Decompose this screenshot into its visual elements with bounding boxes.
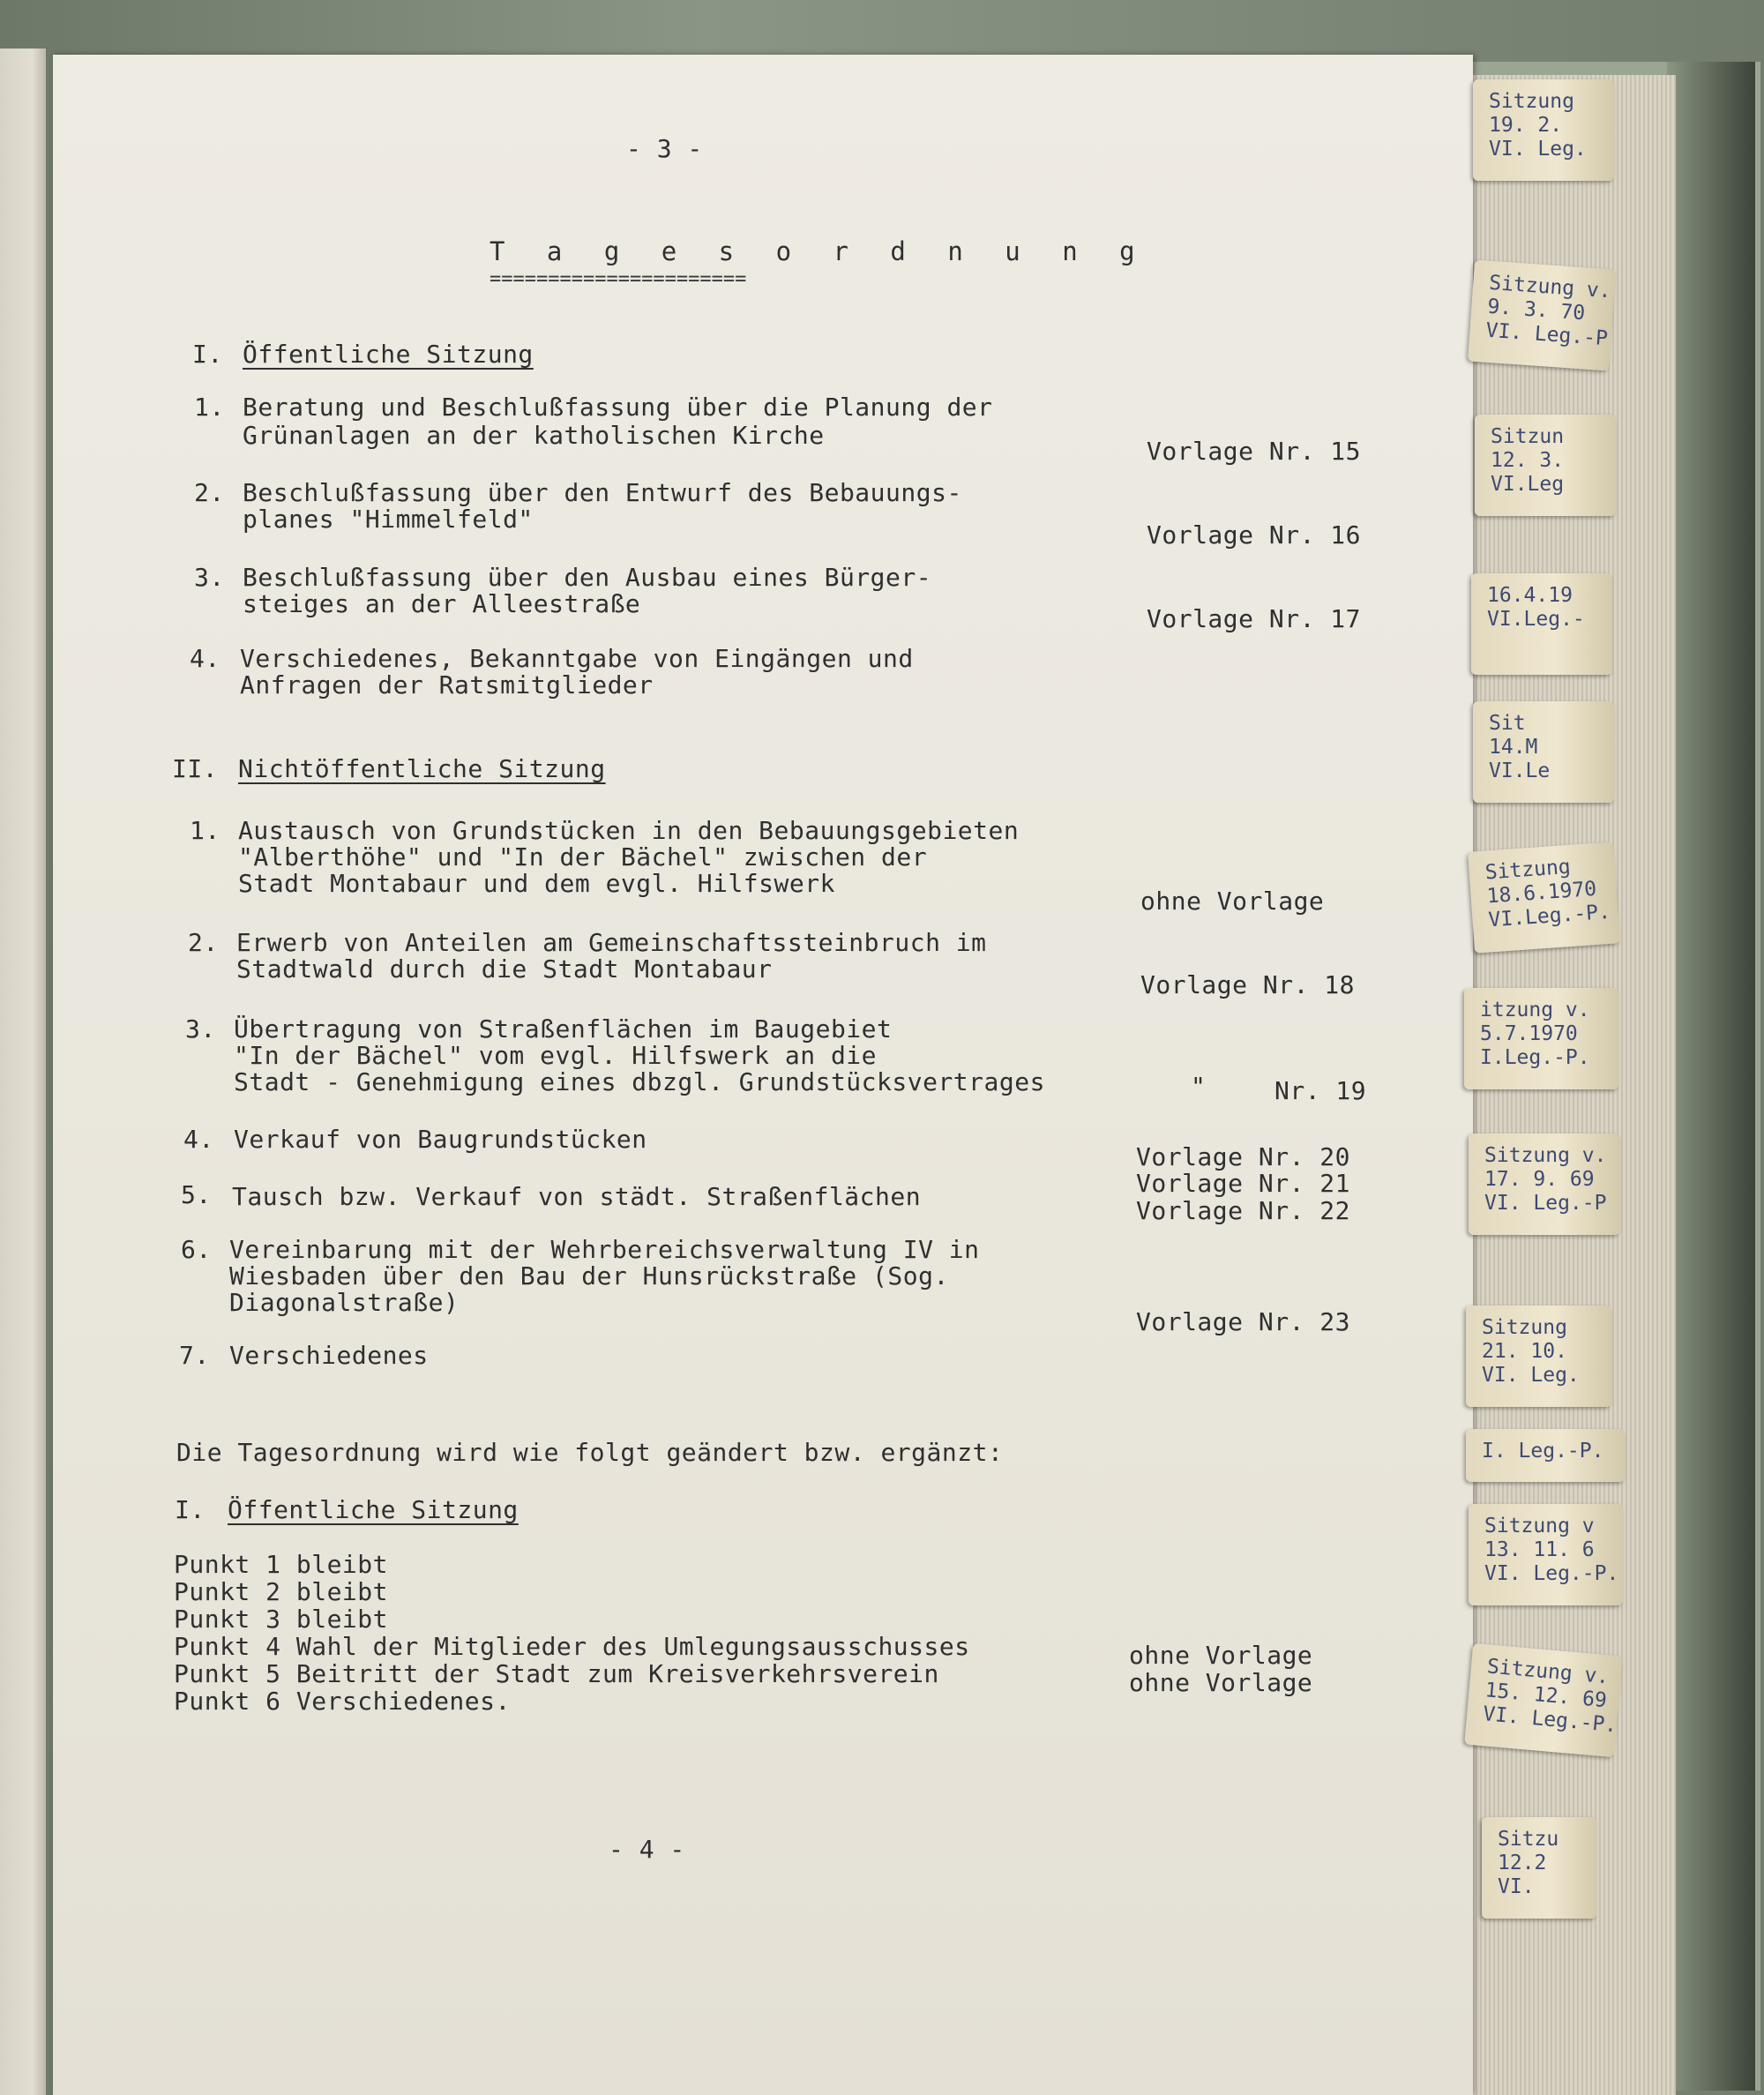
item1-4-line1: Verschiedenes, Bekanntgabe von Eingängen und	[240, 644, 914, 673]
item2-3-ref: Nr. 19	[1274, 1076, 1367, 1105]
item1-2-line2: planes "Himmelfeld"	[243, 505, 534, 534]
item1-3-line1: Beschlußfassung über den Ausbau eines Bürger-	[243, 563, 932, 592]
index-tab-5[interactable]: Sit 14.M VI.Le	[1473, 701, 1614, 803]
item2-5-number: 5.	[181, 1180, 212, 1209]
document-page	[53, 55, 1473, 2095]
page-title: T a g e s o r d n u n g	[490, 236, 1148, 266]
item2-7-number: 7.	[179, 1341, 210, 1370]
item1-2-ref: Vorlage Nr. 16	[1147, 520, 1362, 550]
item2-6-number: 6.	[181, 1235, 212, 1264]
item2-3-ditto: "	[1191, 1072, 1207, 1101]
item1-3-number: 3.	[194, 563, 225, 592]
item2-7-line1: Verschiedenes	[229, 1341, 429, 1370]
item2-2-number: 2.	[188, 928, 219, 957]
index-tab-12[interactable]: Sitzung v. 15. 12. 69 VI. Leg.-P.	[1464, 1643, 1622, 1757]
index-tab-8[interactable]: Sitzung v. 17. 9. 69 VI. Leg.-P	[1469, 1134, 1620, 1235]
item1-2-line1: Beschlußfassung über den Entwurf des Bebauungs-	[243, 478, 962, 507]
item1-4-number: 4.	[190, 644, 220, 673]
punkt-4: Punkt 4 Wahl der Mitglieder des Umlegungsausschusses	[174, 1632, 970, 1661]
item2-4-ref-b: Vorlage Nr. 21	[1136, 1169, 1351, 1198]
item2-2-line1: Erwerb von Anteilen am Gemeinschaftssteinbruch im	[236, 928, 987, 957]
section2-number: II.	[172, 754, 219, 783]
item2-1-line3: Stadt Montabaur und dem evgl. Hilfswerk	[238, 869, 835, 898]
item2-1-ref: ohne Vorlage	[1140, 887, 1325, 916]
item2-3-line2: "In der Bächel" vom evgl. Hilfswerk an die	[234, 1041, 878, 1070]
section2-heading: Nichtöffentliche Sitzung	[238, 754, 606, 783]
punkt-5: Punkt 5 Beitritt der Stadt zum Kreisverkehrsverein	[174, 1659, 939, 1688]
item2-6-ref: Vorlage Nr. 23	[1136, 1307, 1351, 1336]
item2-3-line1: Übertragung von Straßenflächen im Baugebiet	[234, 1014, 893, 1044]
index-tab-3[interactable]: Sitzun 12. 3. VI.Leg	[1475, 415, 1616, 516]
section1-heading: Öffentliche Sitzung	[243, 340, 534, 369]
page-number-top: - 3 -	[626, 134, 703, 163]
item2-6-line3: Diagonalstraße)	[229, 1288, 460, 1317]
item1-1-line1: Beratung und Beschlußfassung über die Planung der	[243, 393, 993, 422]
item2-1-line2: "Alberthöhe" und "In der Bächel" zwischen der	[238, 842, 928, 872]
punkt-3: Punkt 3 bleibt	[174, 1605, 389, 1634]
item2-4-line1: Verkauf von Baugrundstücken	[234, 1125, 647, 1154]
section1-number: I.	[192, 340, 223, 369]
item2-6-line1: Vereinbarung mit der Wehrbereichsverwaltung IV in	[229, 1235, 980, 1264]
punkt-4-ref: ohne Vorlage	[1129, 1641, 1313, 1670]
index-tab-2[interactable]: Sitzung v. 9. 3. 70 VI. Leg.-P	[1468, 260, 1616, 371]
binder-spine	[1667, 62, 1755, 2091]
item2-4-ref-a: Vorlage Nr. 20	[1136, 1142, 1351, 1171]
page-number-bottom: - 4 -	[609, 1835, 685, 1864]
index-tab-4[interactable]: 16.4.19 VI.Leg.-	[1471, 573, 1612, 675]
item2-3-number: 3.	[185, 1014, 216, 1044]
item2-3-line3: Stadt - Genehmigung eines dbzgl. Grundstücksvertrages	[234, 1067, 1045, 1096]
item2-6-line2: Wiesbaden über den Bau der Hunsrückstraße (Sog.	[229, 1261, 949, 1291]
item2-2-line2: Stadtwald durch die Stadt Montabaur	[236, 954, 773, 984]
index-tab-10[interactable]: I. Leg.-P.	[1466, 1429, 1625, 1482]
section3-heading: Öffentliche Sitzung	[228, 1495, 519, 1524]
item2-1-line1: Austausch von Grundstücken in den Bebauungsgebieten	[238, 816, 1020, 845]
item2-4-number: 4.	[183, 1125, 214, 1154]
punkt-5-ref: ohne Vorlage	[1129, 1668, 1313, 1697]
section3-number: I.	[175, 1495, 206, 1524]
item2-5-line1: Tausch bzw. Verkauf von städt. Straßenflächen	[232, 1182, 922, 1211]
item1-4-line2: Anfragen der Ratsmitglieder	[240, 670, 654, 700]
item2-2-ref: Vorlage Nr. 18	[1140, 970, 1356, 999]
item1-2-number: 2.	[194, 478, 225, 507]
change-note: Die Tagesordnung wird wie folgt geändert bzw. ergänzt:	[176, 1438, 1004, 1467]
index-tab-7[interactable]: itzung v. 5.7.1970 I.Leg.-P.	[1464, 988, 1618, 1089]
index-tab-6[interactable]: Sitzung 18.6.1970 VI.Leg.-P.	[1468, 842, 1620, 953]
title-underline: ======================	[490, 268, 747, 290]
punkt-1: Punkt 1 bleibt	[174, 1550, 389, 1579]
item1-1-line2: Grünanlagen an der katholischen Kirche	[243, 421, 825, 450]
index-tab-1[interactable]: Sitzung 19. 2. VI. Leg.	[1473, 79, 1614, 181]
item2-1-number: 1.	[190, 816, 220, 845]
index-tab-9[interactable]: Sitzung 21. 10. VI. Leg.	[1466, 1306, 1611, 1407]
index-tab-13[interactable]: Sitzu 12.2 VI.	[1482, 1817, 1596, 1919]
index-tab-11[interactable]: Sitzung v 13. 11. 6 VI. Leg.-P.	[1469, 1504, 1623, 1605]
facing-page-edge	[0, 49, 46, 2095]
item1-1-number: 1.	[194, 393, 225, 422]
punkt-2: Punkt 2 bleibt	[174, 1577, 389, 1606]
item2-5-ref: Vorlage Nr. 22	[1136, 1196, 1351, 1225]
item1-3-ref: Vorlage Nr. 17	[1147, 604, 1362, 633]
item1-3-line2: steiges an der Alleestraße	[243, 589, 641, 618]
punkt-6: Punkt 6 Verschiedenes.	[174, 1687, 511, 1716]
item1-1-ref: Vorlage Nr. 15	[1147, 437, 1362, 466]
